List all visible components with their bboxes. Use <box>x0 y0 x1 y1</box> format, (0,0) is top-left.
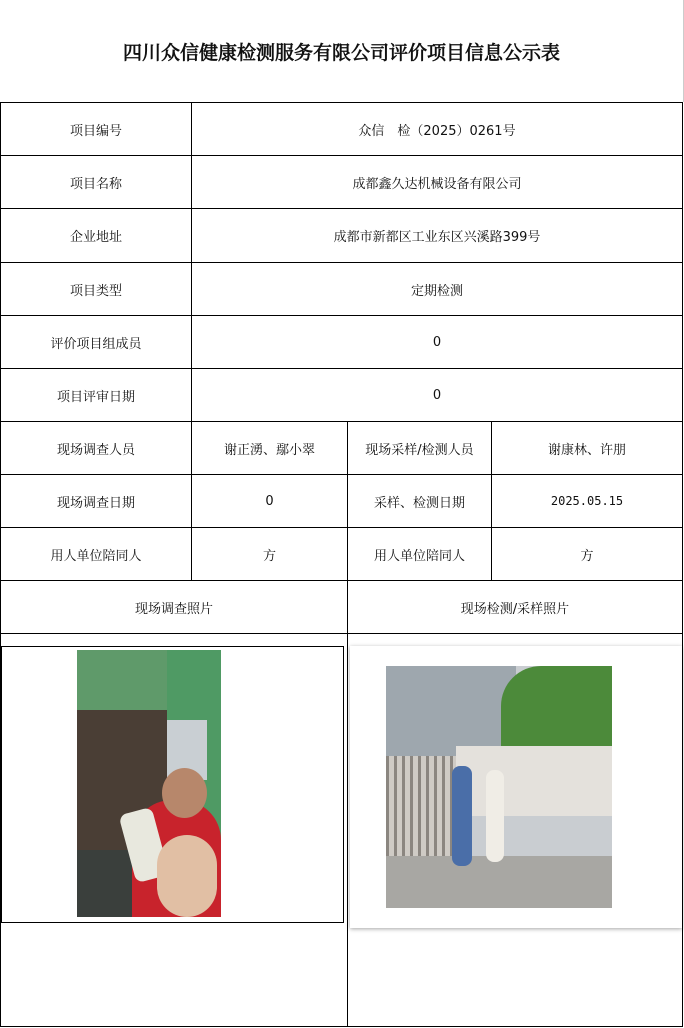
label-project-type: 项目类型 <box>0 262 192 316</box>
label-project-number: 项目编号 <box>0 102 192 156</box>
value-team-members: 0 <box>191 315 683 369</box>
value-sampling-date: 2025.05.15 <box>491 474 683 528</box>
value-address: 成都市新都区工业东区兴溪路399号 <box>191 208 683 263</box>
value-review-date: 0 <box>191 368 683 422</box>
value-survey-staff: 谢正湧、鄢小翠 <box>191 421 348 475</box>
label-sampling-staff: 现场采样/检测人员 <box>347 421 492 475</box>
label-escort-1: 用人单位陪同人 <box>0 527 192 581</box>
label-sampling-date: 采样、检测日期 <box>347 474 492 528</box>
page-title: 四川众信健康检测服务有限公司评价项目信息公示表 <box>0 0 684 102</box>
value-project-type: 定期检测 <box>191 262 683 316</box>
value-project-number: 众信 检（2025）0261号 <box>191 102 683 156</box>
label-team-members: 评价项目组成员 <box>0 315 192 369</box>
value-project-name: 成都鑫久达机械设备有限公司 <box>191 155 683 209</box>
label-address: 企业地址 <box>0 208 192 263</box>
label-escort-2: 用人单位陪同人 <box>347 527 492 581</box>
sampling-photo <box>386 666 612 908</box>
label-sampling-photos: 现场检测/采样照片 <box>347 580 683 634</box>
label-survey-staff: 现场调查人员 <box>0 421 192 475</box>
value-sampling-staff: 谢康林、许朋 <box>491 421 683 475</box>
survey-photo <box>77 650 221 917</box>
label-survey-date: 现场调查日期 <box>0 474 192 528</box>
value-survey-date: 0 <box>191 474 348 528</box>
label-review-date: 项目评审日期 <box>0 368 192 422</box>
value-escort-2: 方 <box>491 527 683 581</box>
label-project-name: 项目名称 <box>0 155 192 209</box>
label-survey-photos: 现场调查照片 <box>0 580 348 634</box>
value-escort-1: 方 <box>191 527 348 581</box>
